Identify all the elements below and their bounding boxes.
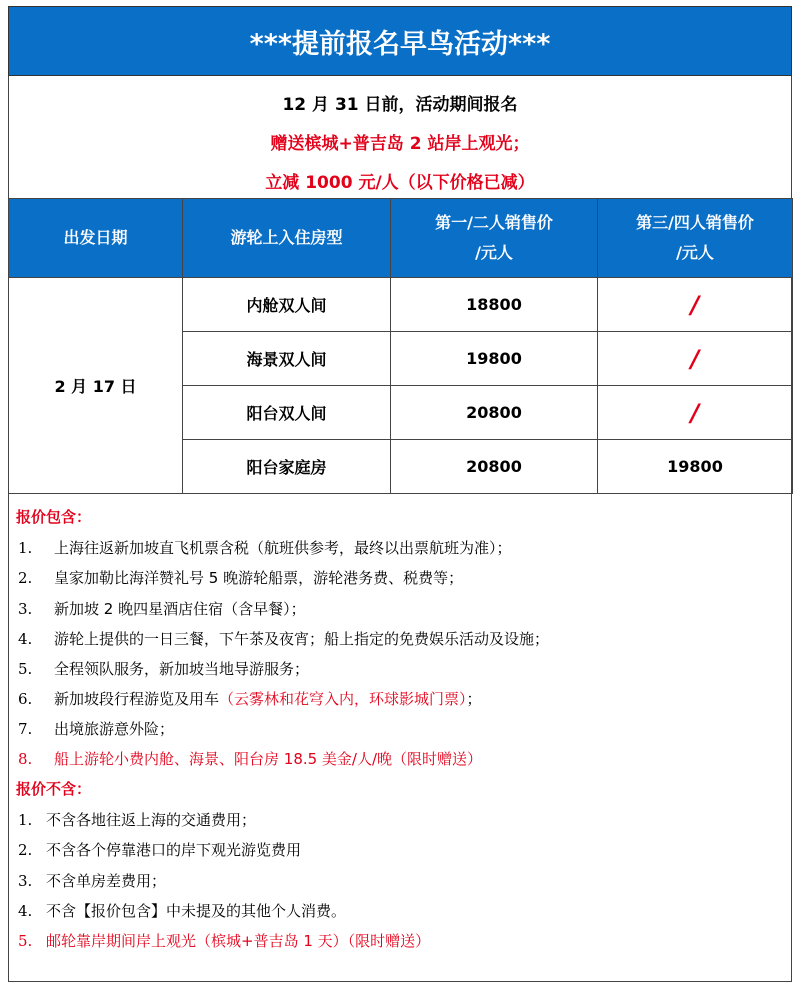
price-34: [598, 332, 793, 386]
item-number: 8.: [18, 750, 33, 768]
price-34: 19800: [598, 440, 793, 494]
item-number: 7.: [18, 720, 33, 738]
unavailable-mark: /: [690, 344, 700, 373]
item-number: 5.: [18, 932, 33, 950]
list-item: [18, 809, 256, 830]
item-text: 邮轮靠岸期间岸上观光（槟城+普吉岛 1 天）（限时赠送）: [46, 932, 431, 950]
item-tail: ；: [466, 690, 482, 708]
price-12: 19800: [391, 332, 598, 386]
item-text: 不含各地往返上海的交通费用；: [46, 811, 257, 829]
table-header-row: [9, 199, 793, 278]
list-item: [18, 870, 166, 891]
price-34: [598, 386, 793, 440]
header-price-34-line1: 第三/四人销售价: [636, 213, 754, 232]
item-text: 不含各个停靠港口的岸下观光游览费用: [46, 841, 302, 859]
item-number: 1.: [18, 539, 33, 557]
item-number: 6.: [18, 690, 33, 708]
banner-title: ***提前报名早鸟活动***: [249, 28, 551, 60]
list-item: [18, 839, 301, 860]
header-room: 游轮上入住房型: [183, 199, 391, 278]
item-number: 3.: [18, 872, 33, 890]
list-item: [18, 537, 512, 558]
table-row: [9, 278, 793, 332]
promo-gift: 赠送槟城+普吉岛 2 站岸上观光；: [270, 134, 530, 154]
price-12: 20800: [391, 386, 598, 440]
header-price-12: [391, 199, 598, 278]
item-text: 皇家加勒比海洋赞礼号 5 晚游轮船票，游轮港务费、税费等；: [54, 569, 464, 587]
price-34: [598, 278, 793, 332]
item-text: 游轮上提供的一日三餐，下午茶及夜宵；船上指定的免费娱乐活动及设施；: [54, 630, 550, 648]
list-item: [18, 598, 306, 619]
unavailable-mark: /: [690, 398, 700, 427]
promo-details: [8, 76, 792, 198]
list-item: [18, 567, 463, 588]
list-item: [18, 930, 430, 951]
item-text: 不含单房差费用；: [46, 872, 167, 890]
item-number: 2.: [18, 841, 33, 859]
item-number: 4.: [18, 630, 33, 648]
promo-discount: 立减 1000 元/人（以下价格已减）: [265, 173, 535, 193]
header-price-12-line2: /元人: [475, 243, 513, 262]
header-price-34: [598, 199, 793, 278]
list-item: [18, 748, 482, 769]
list-item: [18, 718, 174, 739]
item-number: 2.: [18, 569, 33, 587]
price-12: 20800: [391, 440, 598, 494]
header-price-34-line2: /元人: [676, 243, 714, 262]
item-text: 船上游轮小费内舱、海景、阳台房 18.5 美金/人/晚（限时赠送）: [54, 750, 483, 768]
room-type: 阳台家庭房: [183, 440, 391, 494]
item-text: 上海往返新加坡直飞机票含税（航班供参考，最终以出票航班为准）；: [54, 539, 512, 557]
item-text: 出境旅游意外险；: [54, 720, 175, 738]
list-item: [18, 628, 549, 649]
room-type: 内舱双人间: [183, 278, 391, 332]
promo-banner: [8, 6, 792, 76]
item-text: 新加坡段行程游览及用车: [54, 690, 220, 708]
unavailable-mark: /: [690, 290, 700, 319]
item-text: 不含【报价包含】中未提及的其他个人消费。: [46, 902, 347, 920]
room-type: 阳台双人间: [183, 386, 391, 440]
item-text: 全程领队服务，新加坡当地导游服务；: [54, 660, 310, 678]
item-highlight: （云雾林和花穹入内，环球影城门票）: [219, 690, 467, 708]
promo-deadline: 12 月 31 日前，活动期间报名: [282, 95, 518, 115]
list-item: [18, 900, 346, 921]
price-12: 18800: [391, 278, 598, 332]
list-item: [18, 688, 482, 709]
header-price-12-line1: 第一/二人销售价: [435, 213, 553, 232]
price-table: [8, 198, 793, 494]
item-number: 4.: [18, 902, 33, 920]
list-item: [18, 658, 309, 679]
room-type: 海景双人间: [183, 332, 391, 386]
item-number: 3.: [18, 600, 33, 618]
header-date: 出发日期: [9, 199, 183, 278]
excludes-heading: 报价不含：: [16, 780, 92, 798]
includes-heading: 报价包含：: [16, 508, 92, 526]
item-number: 1.: [18, 811, 33, 829]
item-text: 新加坡 2 晚四星酒店住宿（含早餐）；: [54, 600, 306, 618]
item-number: 5.: [18, 660, 33, 678]
departure-date: 2 月 17 日: [9, 278, 183, 494]
